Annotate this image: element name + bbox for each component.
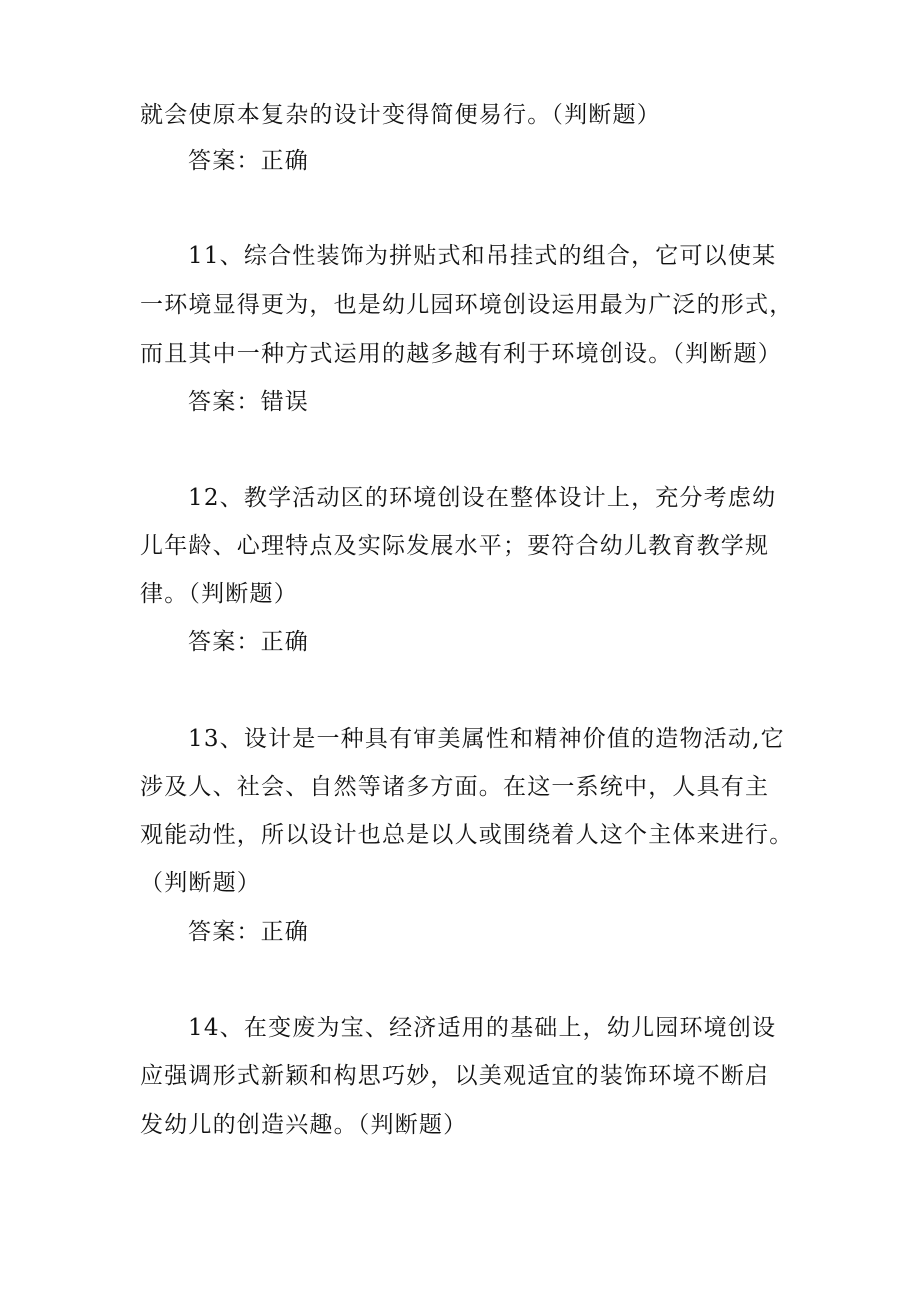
question-11-answer: 答案：错误 (188, 389, 309, 415)
question-11-line-1: 11、综合性装饰为拼贴式和吊挂式的组合，它可以使某 (188, 243, 777, 269)
question-14-line-3: 发幼儿的创造兴趣。（判断题） (140, 1112, 468, 1138)
question-13-line-2: 涉及人、社会、自然等诸多方面。在这一系统中，人具有主 (140, 774, 770, 800)
question-11-line-2: 一环境显得更为，也是幼儿园环境创设运用最为广泛的形式， (140, 292, 794, 318)
question-14-line-1: 14、在变废为宝、经济适用的基础上，幼儿园环境创设 (188, 1015, 777, 1041)
question-13-answer: 答案：正确 (188, 919, 309, 945)
question-14-line-2: 应强调形式新颖和构思巧妙，以美观适宜的装饰环境不断启 (140, 1063, 770, 1089)
question-11-line-3: 而且其中一种方式运用的越多越有利于环境创设。（判断题） (140, 341, 782, 367)
question-12-line-3: 律。（判断题） (140, 581, 298, 607)
continuation-text-line: 就会使原本复杂的设计变得简便易行。（判断题） (140, 102, 661, 128)
question-12-line-2: 儿年龄、心理特点及实际发展水平；要符合幼儿教育教学规 (140, 533, 770, 559)
question-13-line-1: 13、设计是一种具有审美属性和精神价值的造物活动,它 (188, 726, 785, 752)
question-13-line-3: 观能动性，所以设计也总是以人或围绕着人这个主体来进行。 (140, 822, 794, 848)
question-12-answer: 答案：正确 (188, 629, 309, 655)
question-12-line-1: 12、教学活动区的环境创设在整体设计上，充分考虑幼 (188, 485, 777, 511)
question-13-line-4: （判断题） (140, 870, 261, 896)
continuation-answer: 答案：正确 (188, 148, 309, 174)
